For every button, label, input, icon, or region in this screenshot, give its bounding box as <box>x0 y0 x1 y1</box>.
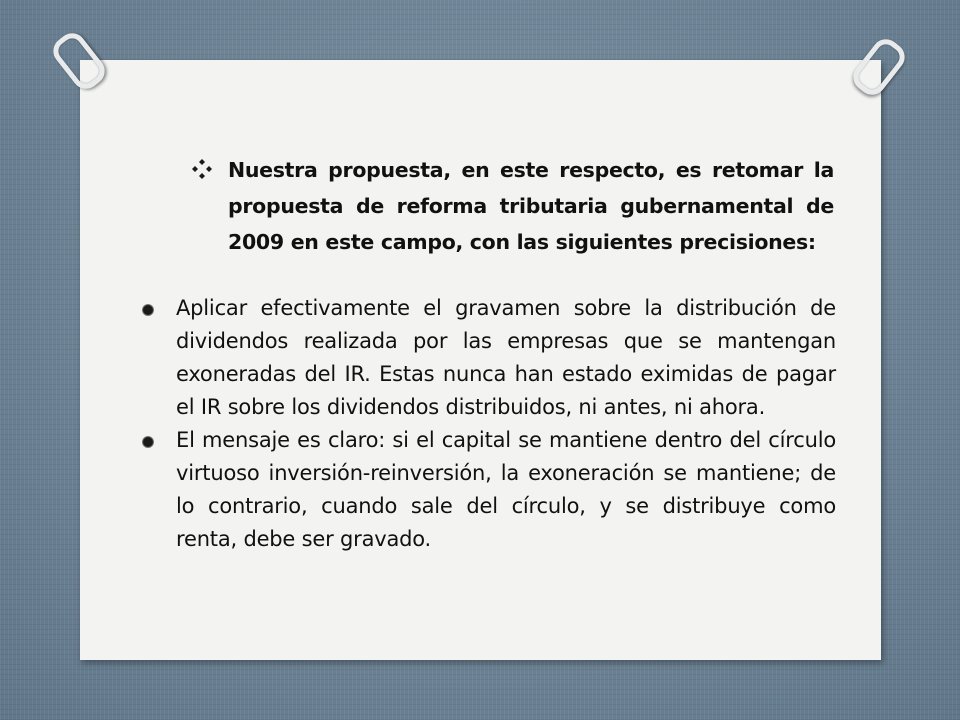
bullet-text: El mensaje es claro: si el capital se mantiene dentro del círculo virtuoso inversión-reinversión, la exoneración se mantiene; de lo contrario, cuando sale del círculo, y se distribuye como renta, debe ser gravado. <box>176 428 836 551</box>
lead-paragraph <box>192 152 834 260</box>
round-bullet-icon <box>142 436 154 448</box>
bullet-item <box>136 292 836 424</box>
bullet-text: Aplicar efectivamente el gravamen sobre la distribución de dividendos realizada por las empresas que se mantengan exoneradas del IR. Estas nunca han estado eximidas de pagar el IR sobre los dividendos distribuidos, ni antes, ni ahora. <box>176 296 836 419</box>
bullet-list <box>136 292 836 556</box>
lead-text: Nuestra propuesta, en este respecto, es retomar la propuesta de reforma tributaria gubernamental de 2009 en este campo, con las siguientes precisiones: <box>228 158 834 254</box>
four-diamond-bullet-icon <box>192 159 212 179</box>
round-bullet-icon <box>142 304 154 316</box>
bullet-item <box>136 424 836 556</box>
